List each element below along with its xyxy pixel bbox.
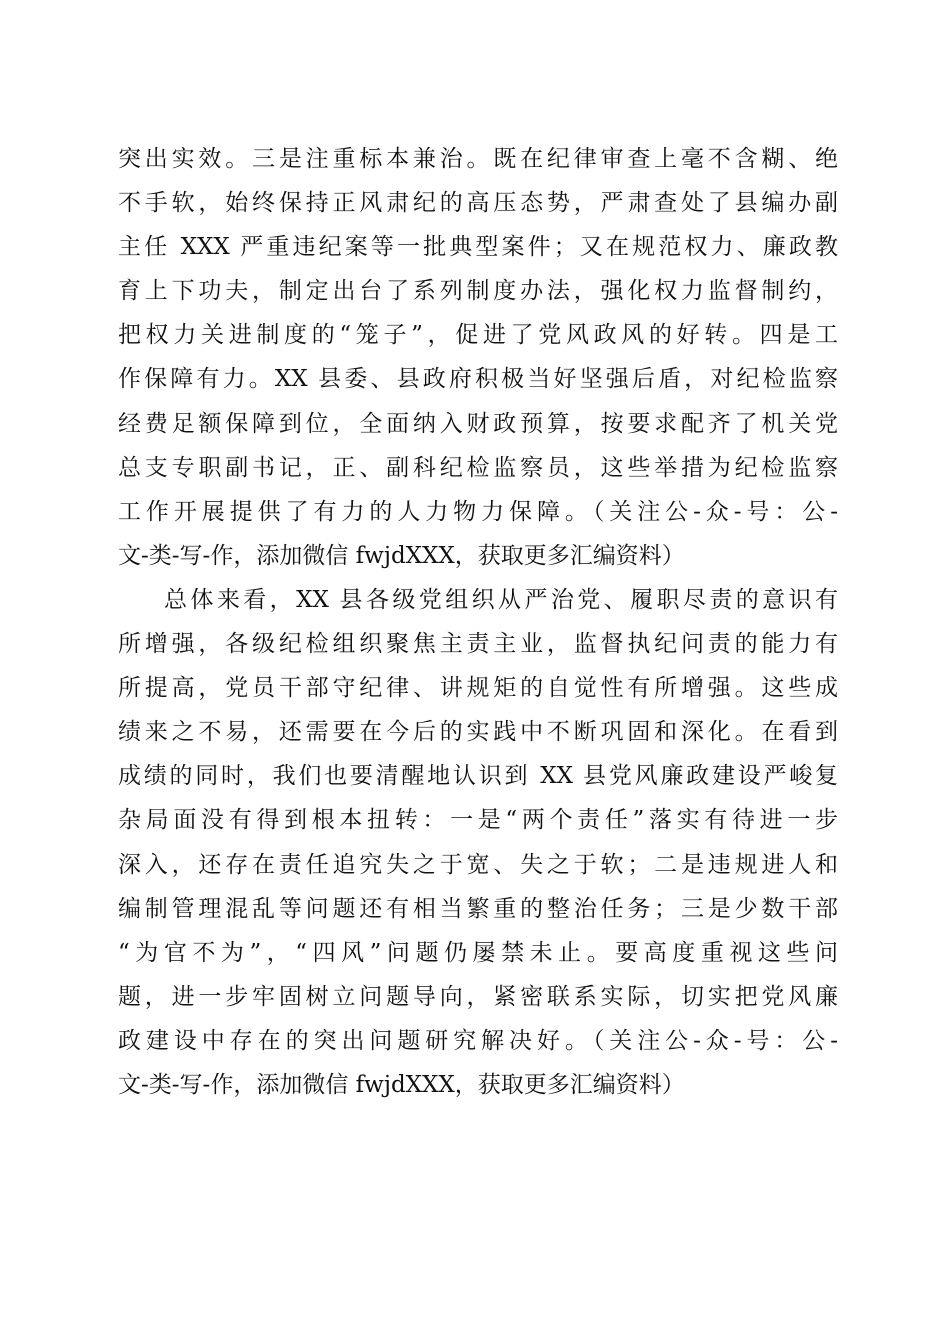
- paragraph-line: 所提高，党员干部守纪律、讲规矩的自觉性有所增强。这些成: [118, 675, 838, 702]
- paragraph-line: 成绩的同时，我们也要清醒地认识到 XX 县党风廉政建设严峻复: [118, 763, 838, 790]
- paragraph-line: 不手软，始终保持正风肃纪的高压态势，严肃查处了县编办副: [118, 190, 838, 217]
- paragraph-line: 总支专职副书记，正、副科纪检监察员，这些举措为纪检监察: [118, 454, 838, 481]
- paragraph-1: [118, 137, 838, 578]
- paragraph-line: 总体来看，XX 县各级党组织从严治党、履职尽责的意识有: [164, 587, 838, 613]
- paragraph-line: 文-类-写-作，添加微信 fwjdXXX，获取更多汇编资料）: [118, 1072, 685, 1099]
- paragraph-line: 文-类-写-作，添加微信 fwjdXXX，获取更多汇编资料）: [118, 542, 685, 569]
- paragraph-line: 主任 XXX 严重违纪案等一批典型案件；又在规范权力、廉政教: [118, 234, 838, 261]
- paragraph-line: 经费足额保障到位，全面纳入财政预算，按要求配齐了机关党: [118, 410, 838, 437]
- paragraph-line: “为官不为”，“四风”问题仍屡禁未止。要高度重视这些问: [118, 939, 838, 966]
- paragraph-line: 所增强，各级纪检组织聚焦主责主业，监督执纪问责的能力有: [118, 631, 838, 658]
- paragraph-line: 杂局面没有得到根本扭转：一是“两个责任”落实有待进一步: [118, 807, 838, 834]
- paragraph-line: 深入，还存在责任追究失之于宽、失之于软；二是违规进人和: [118, 851, 838, 878]
- paragraph-line: 把权力关进制度的“笼子”，促进了党风政风的好转。四是工: [118, 322, 838, 349]
- paragraph-line: 育上下功夫，制定出台了系列制度办法，强化权力监督制约，: [118, 278, 838, 305]
- paragraph-line: 绩来之不易，还需要在今后的实践中不断巩固和深化。在看到: [118, 719, 838, 746]
- paragraph-line: 作保障有力。XX 县委、县政府积极当好坚强后盾，对纪检监察: [118, 366, 838, 393]
- paragraph-line: 题，进一步牢固树立问题导向，紧密联系实际，切实把党风廉: [118, 983, 838, 1010]
- paragraph-line: 工作开展提供了有力的人力物力保障。（关注公-众-号：公-: [118, 498, 838, 525]
- paragraph-2: [118, 578, 838, 1107]
- paragraph-line: 突出实效。三是注重标本兼治。既在纪律审查上毫不含糊、绝: [118, 146, 838, 172]
- paragraph-line: 编制管理混乱等问题还有相当繁重的整治任务；三是少数干部: [118, 895, 838, 922]
- paragraph-line: 政建设中存在的突出问题研究解决好。（关注公-众-号：公-: [118, 1027, 838, 1054]
